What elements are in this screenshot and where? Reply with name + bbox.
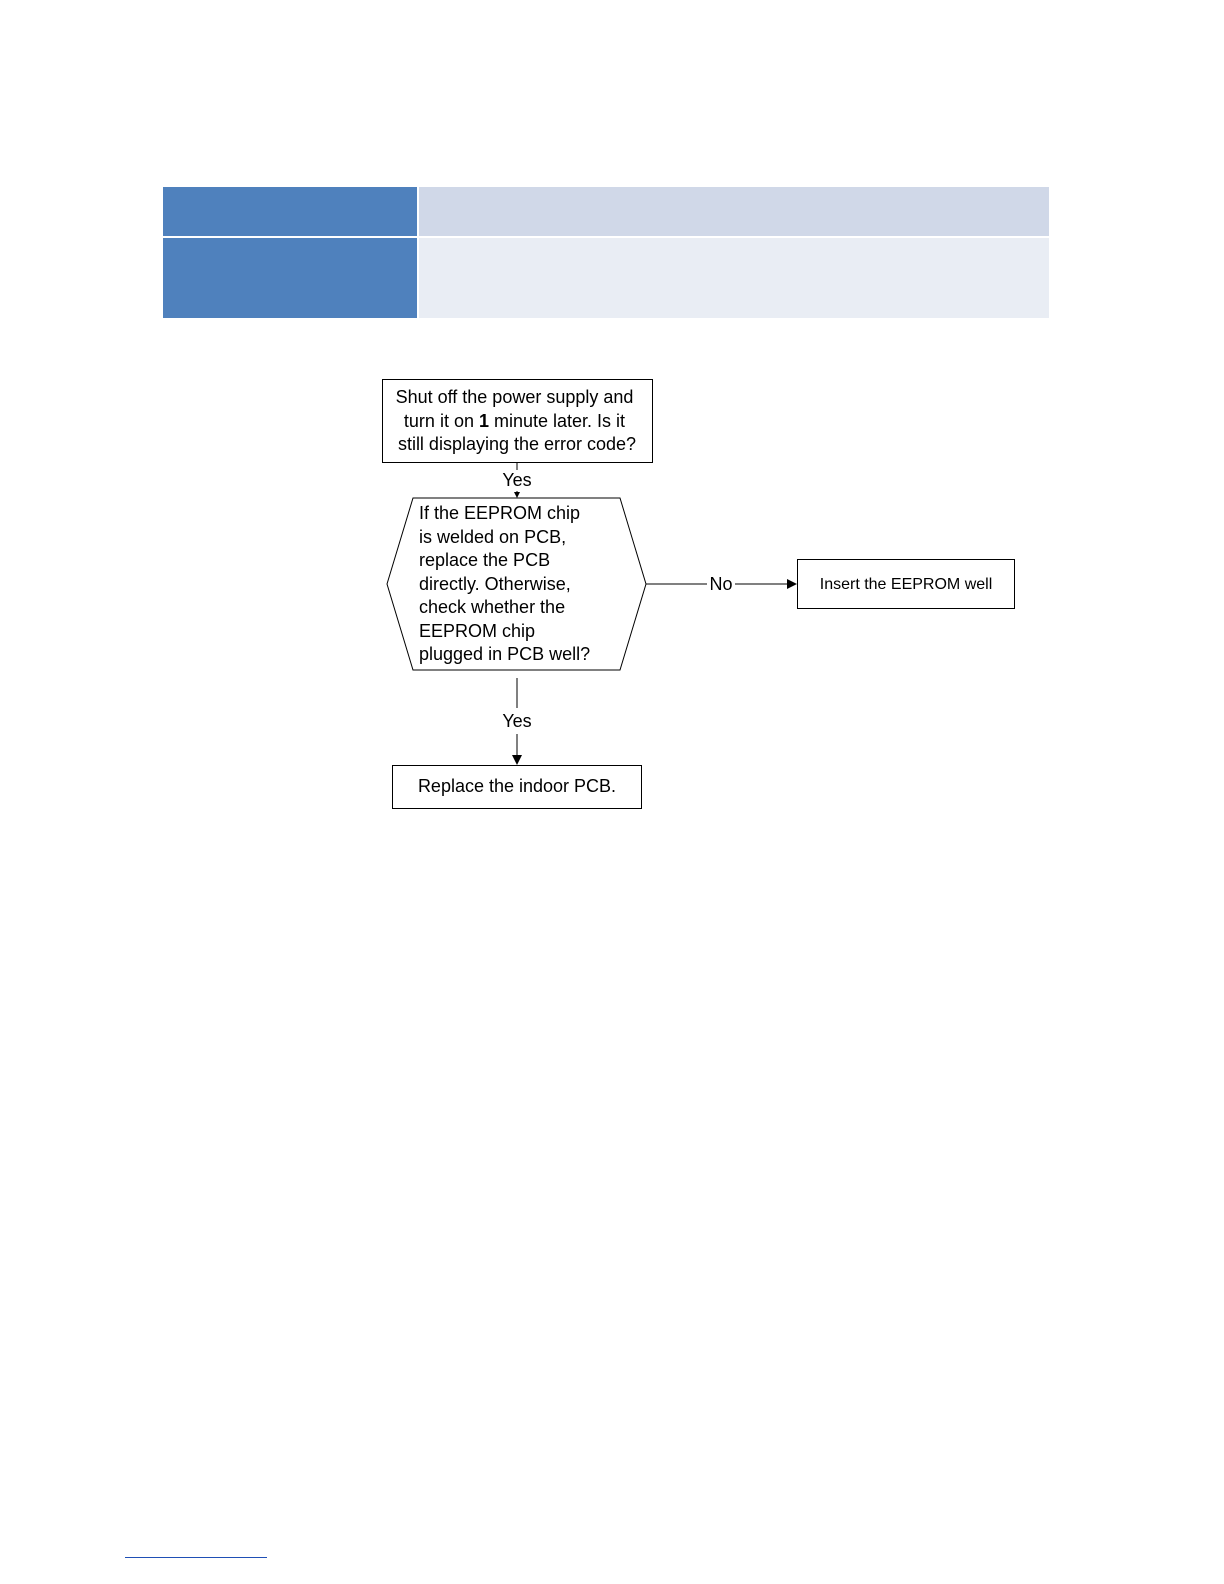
decision-line-3: replace the PCB xyxy=(419,550,551,570)
start-box-line-3: still displaying the error code? xyxy=(397,434,637,454)
decision-line-1: If the EEPROM chip xyxy=(419,503,581,523)
edge-label-yes-bottom: Yes xyxy=(502,711,532,731)
start-box-line-2c: minute later. Is it xyxy=(488,411,626,431)
decision-line-5: check whether the xyxy=(419,597,566,617)
start-box-line-2a: turn it on xyxy=(403,411,479,431)
yes-box-text: Replace the indoor PCB. xyxy=(417,776,617,796)
decision-line-7: plugged in PCB well? xyxy=(419,644,591,664)
footnote-separator xyxy=(125,1557,267,1558)
no-box-text: Insert the EEPROM well xyxy=(819,576,993,593)
edge-label-yes-top: Yes xyxy=(502,470,532,490)
decision-line-2: is welded on PCB, xyxy=(419,527,567,547)
start-box-line-1: Shut off the power supply and xyxy=(395,387,634,407)
start-box-line-2b: 1 xyxy=(478,411,489,431)
decision-line-6: EEPROM chip xyxy=(419,621,536,641)
start-box-text xyxy=(396,387,639,454)
edge-label-no: No xyxy=(709,574,733,594)
decision-line-4: directly. Otherwise, xyxy=(419,574,571,594)
